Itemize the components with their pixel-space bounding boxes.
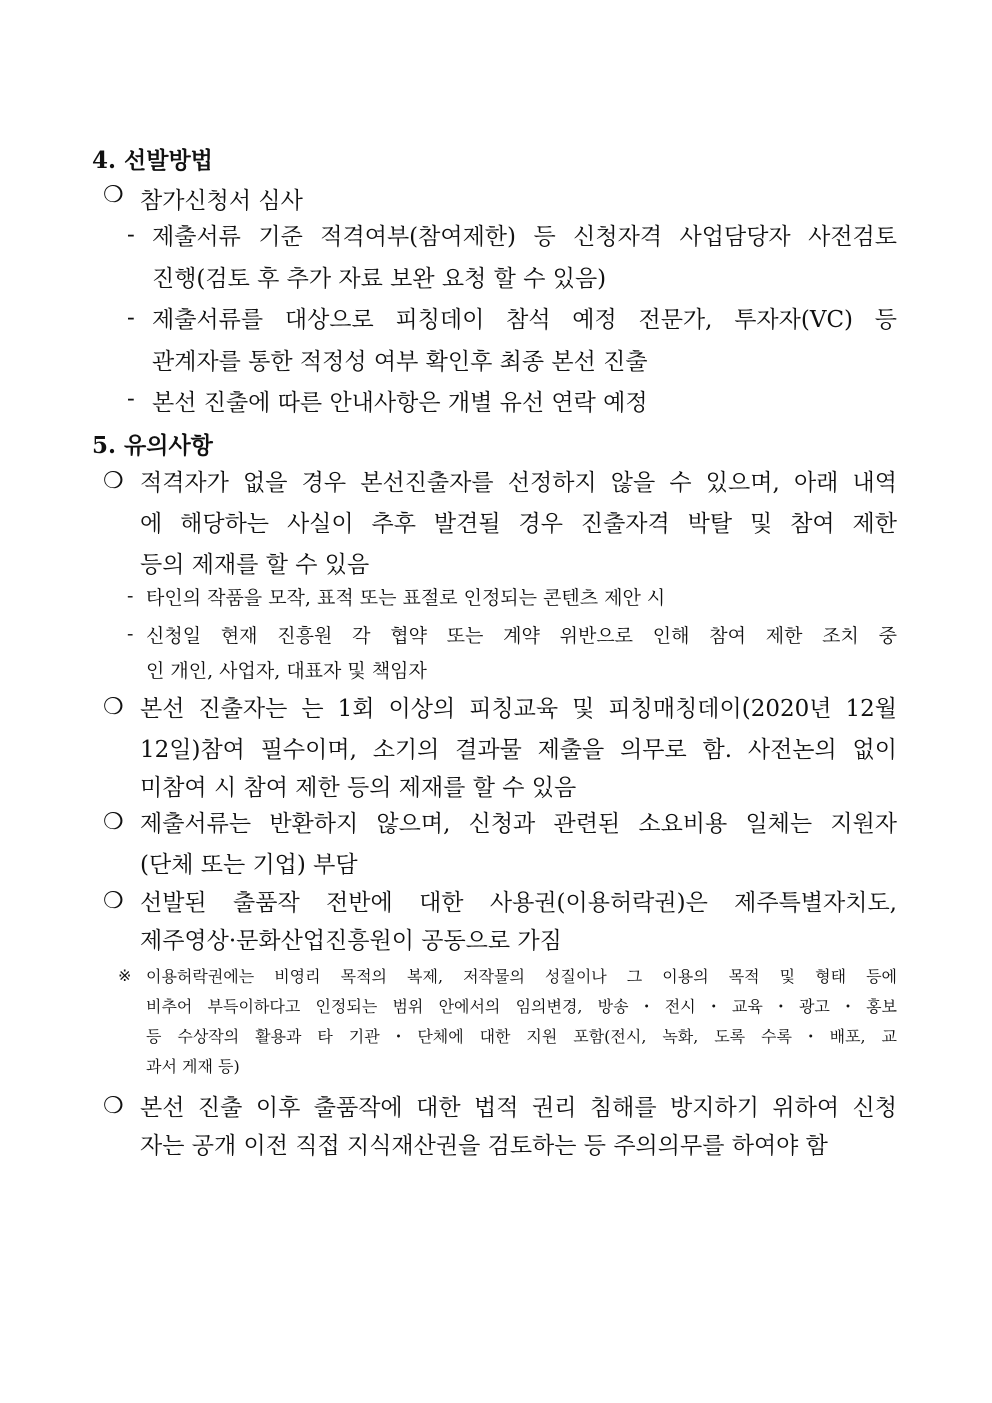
note-line-2: 비추어 부득이하다고 인정되는 범위 안에서의 임의변경, 방송・전시・교육・광고・홍보: [146, 997, 897, 1016]
notice-5-line-2: 자는 공개 이전 직접 지식재산권을 검토하는 등 주의의무를 하여야 함: [140, 1133, 828, 1159]
reference-mark-icon: ※: [118, 966, 132, 985]
dash-bullet-icon: -: [127, 222, 135, 248]
notice-3-line-1: 제출서류는 반환하지 않으며, 신청과 관련된 소요비용 일체는 지원자: [140, 811, 897, 837]
notice-1b-line-1: 신청일 현재 진흥원 각 협약 또는 계약 위반으로 인해 참여 제한 조치 중: [146, 625, 897, 647]
circle-bullet-icon: ❍: [103, 1093, 124, 1119]
dash-bullet-icon: -: [127, 305, 135, 331]
notice-2-line-3: 미참여 시 참여 제한 등의 제재를 할 수 있음: [140, 775, 577, 801]
circle-bullet-icon: ❍: [103, 182, 124, 208]
notice-1-line-2: 에 해당하는 사실이 추후 발견될 경우 진출자격 박탈 및 참여 제한: [140, 511, 897, 537]
note-line-3: 등 수상작의 활용과 타 기관・단체에 대한 지원 포함(전시, 녹화, 도록 수록・배포, 교: [146, 1027, 897, 1046]
notice-2-line-1: 본선 진출자는 는 1회 이상의 피칭교육 및 피칭매칭데이(2020년 12월: [140, 696, 897, 722]
screening-item-3-line-1: 본선 진출에 따른 안내사항은 개별 유선 연락 예정: [152, 390, 648, 416]
notice-1b-line-2: 인 개인, 사업자, 대표자 및 책임자: [146, 660, 427, 682]
notice-4-line-1: 선발된 출품작 전반에 대한 사용권(이용허락권)은 제주특별자치도,: [140, 890, 897, 916]
notice-1-line-3: 등의 제재를 할 수 있음: [140, 552, 370, 578]
notice-3-line-2: (단체 또는 기업) 부담: [140, 852, 358, 878]
dash-bullet-icon: -: [127, 386, 135, 412]
notice-1-line-1: 적격자가 없을 경우 본선진출자를 선정하지 않을 수 있으며, 아래 내역: [140, 470, 897, 496]
screening-item-2-line-2: 관계자를 통한 적정성 여부 확인후 최종 본선 진출: [152, 349, 648, 375]
section-5-heading: 5. 유의사항: [92, 432, 213, 459]
screening-item-2-line-1: 제출서류를 대상으로 피칭데이 참석 예정 전문가, 투자자(VC) 등: [152, 307, 897, 333]
note-line-1: 이용허락권에는 비영리 목적의 복제, 저작물의 성질이나 그 이용의 목적 및 형태 등에: [146, 967, 897, 986]
notice-2-line-2: 12일)참여 필수이며, 소기의 결과물 제출을 의무로 함. 사전논의 없이: [140, 737, 897, 763]
circle-bullet-icon: ❍: [103, 888, 124, 914]
screening-item-1-line-1: 제출서류 기준 적격여부(참여제한) 등 신청자격 사업담당자 사전검토: [152, 224, 897, 250]
circle-bullet-icon: ❍: [103, 694, 124, 720]
dash-bullet-icon: -: [127, 623, 134, 645]
screening-method: 참가신청서 심사: [140, 188, 303, 214]
notice-1a-line-1: 타인의 작품을 모작, 표적 또는 표절로 인정되는 콘텐츠 제안 시: [146, 587, 666, 609]
circle-bullet-icon: ❍: [103, 809, 124, 835]
dash-bullet-icon: -: [127, 585, 134, 607]
notice-4-line-2: 제주영상·문화산업진흥원이 공동으로 가짐: [140, 928, 562, 954]
note-line-4: 과서 게재 등): [146, 1057, 240, 1076]
notice-5-line-1: 본선 진출 이후 출품작에 대한 법적 권리 침해를 방지하기 위하여 신청: [140, 1095, 897, 1121]
section-4-heading: 4. 선발방법: [92, 147, 213, 174]
circle-bullet-icon: ❍: [103, 468, 124, 494]
screening-item-1-line-2: 진행(검토 후 추가 자료 보완 요청 할 수 있음): [152, 266, 607, 292]
